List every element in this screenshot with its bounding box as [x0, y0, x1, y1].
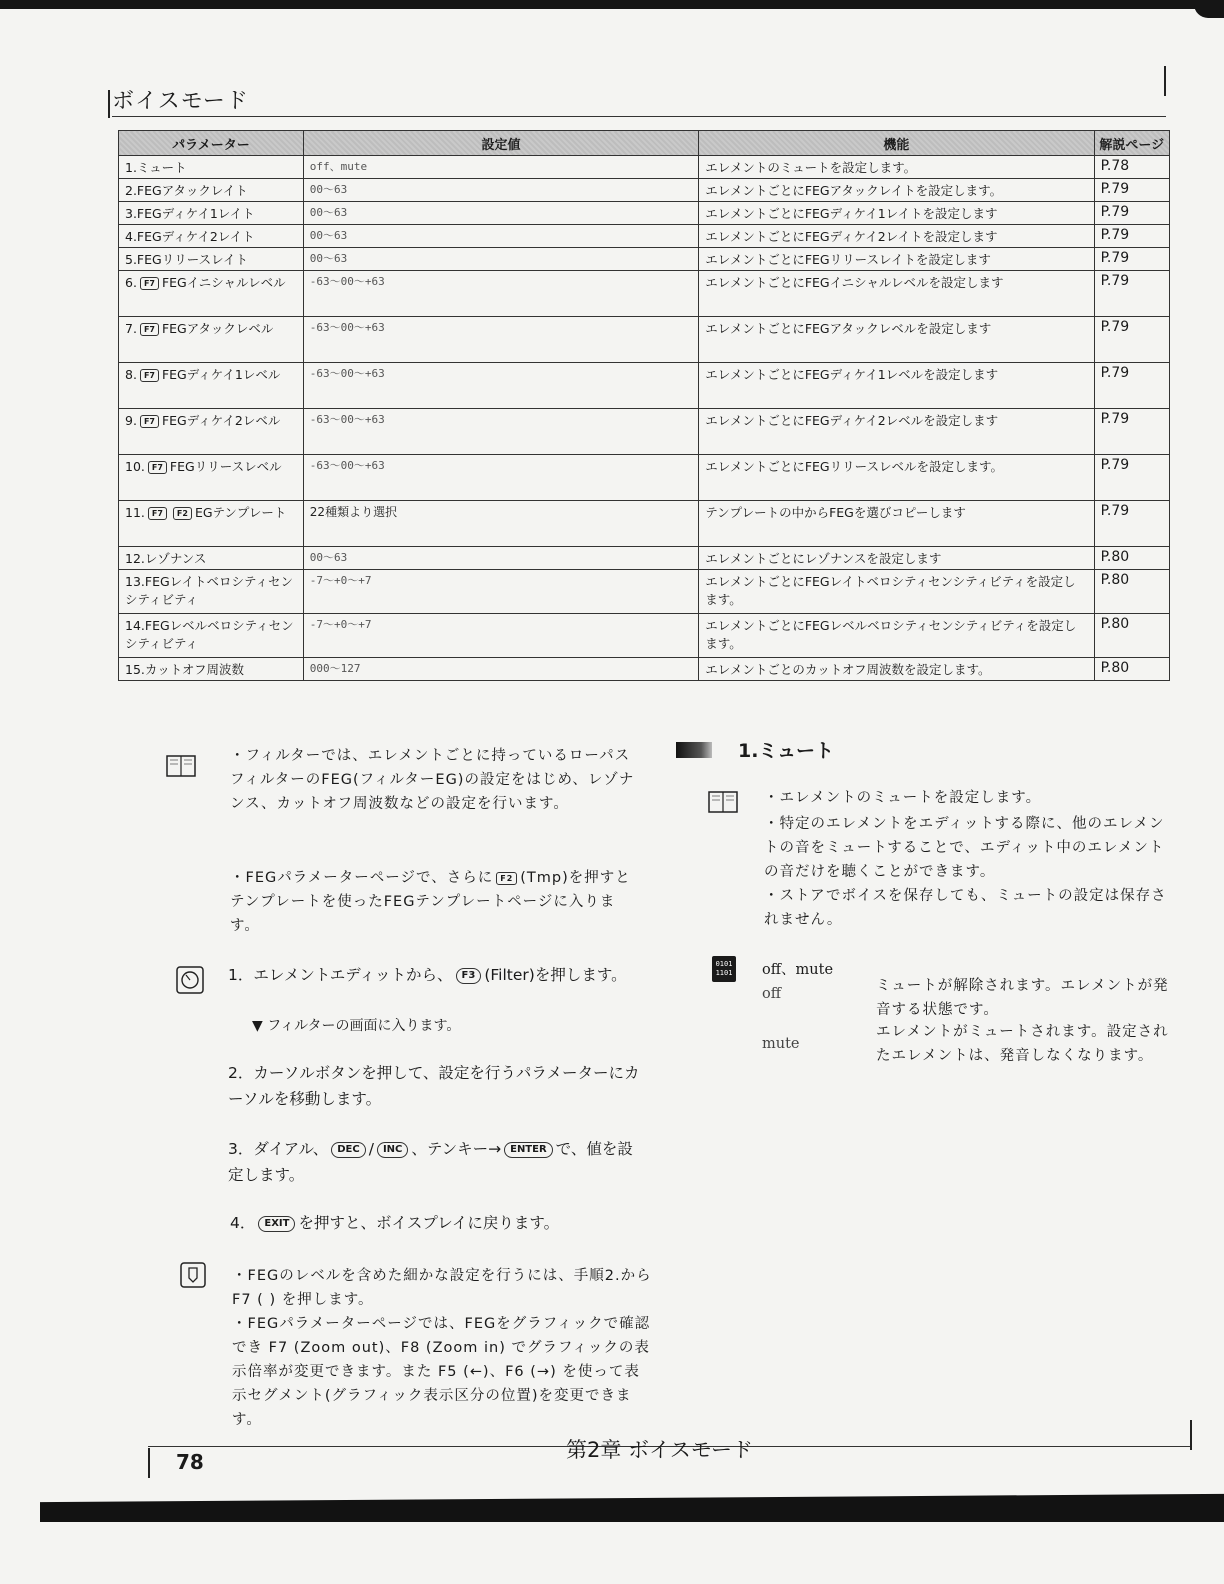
param-cell	[119, 501, 304, 547]
value-cell: 00～63	[303, 179, 698, 202]
value-cell: -63～00～+63	[303, 317, 698, 363]
value-cell: -7～+0～+7	[303, 570, 698, 614]
book-icon	[708, 790, 738, 814]
step-1-text-b: (Filter)を押します。	[484, 966, 627, 984]
step-3-text-c: で、値を設定します。	[228, 1140, 633, 1184]
table-row	[119, 614, 1170, 658]
mute-description: エレメントがミュートされます。設定されたエレメントは、発音しなくなります。	[876, 1024, 1169, 1064]
step-4	[230, 1210, 650, 1236]
function-cell: エレメントのミュートを設定します。	[699, 156, 1094, 179]
section-title: 1.ミュート	[738, 740, 835, 762]
tip-2: ・FEGパラメーターページでは、FEGをグラフィックで確認でき F7 (Zoom out)、F8 (Zoom in) でグラフィックの表示倍率が変更できます。また F5 (←)、F6 (→) を使って表示セグメント(グラフィック表示区分の位置)を変更できます。	[232, 1316, 651, 1428]
hint-icon	[180, 1262, 206, 1288]
table-header-row	[119, 131, 1170, 156]
step-1-text-a: 1．エレメントエディットから、	[228, 966, 453, 984]
table-row	[119, 363, 1170, 409]
step-3-sep: /	[368, 1140, 374, 1158]
section-marker	[676, 742, 712, 758]
param-number: 6.	[125, 275, 137, 290]
page-title: ボイスモード	[112, 89, 249, 114]
value-cell: -63～00～+63	[303, 409, 698, 455]
setting-values-icon: 0101 1101	[712, 956, 736, 982]
enter-key-icon: ENTER	[504, 1142, 553, 1158]
template-note-text-a: ・FEGパラメーターページで、さらに	[230, 870, 494, 886]
function-cell: エレメントごとにFEGレベルベロシティセンシティビティを設定します。	[699, 614, 1094, 658]
param-number: 11.	[125, 505, 145, 520]
function-cell: エレメントごとのカットオフ周波数を設定します。	[699, 658, 1094, 681]
page-cell: P.79	[1094, 225, 1169, 248]
function-cell: エレメントごとにFEGディケイ2レイトを設定します	[699, 225, 1094, 248]
page-cell: P.78	[1094, 156, 1169, 179]
param-cell	[119, 455, 304, 501]
filter-overview-note: ・フィルターでは、エレメントごとに持っているローパスフィルターのFEG(フィルターEG)の設定をはじめ、レゾナンス、カットオフ周波数などの設定を行います。	[230, 748, 635, 812]
function-cell: エレメントごとにFEGディケイ1レベルを設定します	[699, 363, 1094, 409]
book-icon	[166, 754, 196, 778]
off-label: off	[762, 986, 782, 1002]
function-cell: エレメントごとにFEGリリースレイトを設定します	[699, 248, 1094, 271]
step-1	[228, 962, 648, 988]
param-number: 10.	[125, 459, 145, 474]
page-cell: P.80	[1094, 547, 1169, 570]
page-cell: P.79	[1094, 179, 1169, 202]
header-tick-right	[1164, 66, 1166, 96]
footer-tick-right	[1190, 1420, 1192, 1450]
param-label: FEGディケイ1レベル	[161, 367, 281, 382]
scan-corner	[1194, 0, 1224, 18]
param-cell	[119, 409, 304, 455]
step-3	[228, 1136, 648, 1188]
f7-key-icon: F7	[140, 277, 159, 290]
table-row	[119, 658, 1170, 681]
page-cell: P.79	[1094, 409, 1169, 455]
value-cell: 00～63	[303, 547, 698, 570]
col-header-function: 機能	[699, 131, 1094, 156]
param-cell	[119, 363, 304, 409]
page-cell: P.79	[1094, 317, 1169, 363]
param-cell: 3.FEGディケイ1レイト	[119, 202, 304, 225]
tip-1: ・FEGのレベルを含めた細かな設定を行うには、手順2.から F7 ( ) を押します。	[232, 1268, 652, 1308]
page-cell: P.79	[1094, 248, 1169, 271]
values-label: off、mute	[762, 962, 834, 978]
param-number: 7.	[125, 321, 137, 336]
param-number: 9.	[125, 413, 137, 428]
table-row	[119, 156, 1170, 179]
col-header-value: 設定値	[303, 131, 698, 156]
param-cell: 5.FEGリリースレイト	[119, 248, 304, 271]
param-cell: 13.FEGレイトベロシティセンシティビティ	[119, 570, 304, 614]
function-cell: エレメントごとにFEGアタックレイトを設定します。	[699, 179, 1094, 202]
value-cell: -63～00～+63	[303, 271, 698, 317]
value-cell: 22種類より選択	[303, 501, 698, 547]
param-label: FEGイニシャルレベル	[161, 275, 286, 290]
param-cell: 1.ミュート	[119, 156, 304, 179]
chapter-title: 第2章 ボイスモード	[566, 1438, 753, 1462]
header-tick	[108, 90, 110, 118]
param-label: EGテンプレート	[194, 505, 287, 520]
value-cell: -63～00～+63	[303, 363, 698, 409]
template-note	[230, 866, 640, 938]
value-cell: off、mute	[303, 156, 698, 179]
param-cell: 2.FEGアタックレイト	[119, 179, 304, 202]
step-3-text-a: 3．ダイアル、	[228, 1140, 329, 1158]
param-label: FEGアタックレベル	[161, 321, 274, 336]
f2-key-icon: F2	[173, 507, 192, 520]
f7-key-icon: F7	[140, 323, 159, 336]
parameter-table	[118, 130, 1170, 681]
step-4-text-b: を押すと、ボイスプレイに戻ります。	[298, 1214, 560, 1232]
footer-tick	[148, 1448, 150, 1478]
col-header-page: 解説ページ	[1094, 131, 1169, 156]
value-cell: -63～00～+63	[303, 455, 698, 501]
function-cell: エレメントごとにFEGイニシャルレベルを設定します	[699, 271, 1094, 317]
function-cell: エレメントごとにレゾナンスを設定します	[699, 547, 1094, 570]
page-cell: P.80	[1094, 614, 1169, 658]
step-2: 2．カーソルボタンを押して、設定を行うパラメーターにカーソルを移動します。	[228, 1064, 640, 1108]
table-row	[119, 409, 1170, 455]
param-cell	[119, 271, 304, 317]
f7-key-icon: F7	[148, 461, 167, 474]
table-row	[119, 570, 1170, 614]
function-cell: テンプレートの中からFEGを選びコピーします	[699, 501, 1094, 547]
value-cell: 000～127	[303, 658, 698, 681]
param-cell: 15.カットオフ周波数	[119, 658, 304, 681]
function-cell: エレメントごとにFEGアタックレベルを設定します	[699, 317, 1094, 363]
table-row	[119, 317, 1170, 363]
value-cell: -7～+0～+7	[303, 614, 698, 658]
f2-key-icon: F2	[496, 872, 517, 885]
param-cell: 14.FEGレベルベロシティセンシティビティ	[119, 614, 304, 658]
page-cell: P.79	[1094, 363, 1169, 409]
value-cell: 00～63	[303, 225, 698, 248]
param-cell	[119, 317, 304, 363]
dec-key-icon: DEC	[331, 1142, 365, 1158]
table-row	[119, 225, 1170, 248]
header-rule	[112, 116, 1166, 117]
page-cell: P.79	[1094, 501, 1169, 547]
page-cell: P.80	[1094, 570, 1169, 614]
param-number: 8.	[125, 367, 137, 382]
f7-key-icon: F7	[140, 415, 159, 428]
off-description: ミュートが解除されます。エレメントが発音する状態です。	[876, 978, 1169, 1018]
param-cell: 12.レゾナンス	[119, 547, 304, 570]
param-cell: 4.FEGディケイ2レイト	[119, 225, 304, 248]
scan-top-edge	[0, 0, 1224, 9]
dial-icon	[176, 966, 204, 994]
page-cell: P.80	[1094, 658, 1169, 681]
scan-bottom-margin	[0, 1522, 1224, 1584]
param-label: FEGディケイ2レベル	[161, 413, 281, 428]
f3-key-icon: F3	[456, 968, 482, 984]
table-row	[119, 248, 1170, 271]
mute-note-2: ・特定のエレメントをエディットする際に、他のエレメントの音をミュートすることで、エディット中のエレメントの音だけを聴くことができます。	[764, 816, 1165, 880]
page-cell: P.79	[1094, 455, 1169, 501]
mute-note-1: ・エレメントのミュートを設定します。	[764, 790, 1042, 806]
table-row	[119, 202, 1170, 225]
exit-key-icon: EXIT	[258, 1216, 295, 1232]
function-cell: エレメントごとにFEGリリースレベルを設定します。	[699, 455, 1094, 501]
inc-key-icon: INC	[377, 1142, 408, 1158]
step-4-text-a: 4．	[230, 1214, 256, 1232]
step-1-result: ▼ フィルターの画面に入ります。	[252, 1018, 461, 1034]
value-cell: 00～63	[303, 248, 698, 271]
function-cell: エレメントごとにFEGディケイ1レイトを設定します	[699, 202, 1094, 225]
table-row	[119, 179, 1170, 202]
mute-note-3: ・ストアでボイスを保存しても、ミュートの設定は保存されません。	[764, 888, 1167, 928]
function-cell: エレメントごとにFEGディケイ2レベルを設定します	[699, 409, 1094, 455]
page-cell: P.79	[1094, 271, 1169, 317]
col-header-parameter: パラメーター	[119, 131, 304, 156]
param-label: FEGリリースレベル	[169, 459, 282, 474]
page-cell: P.79	[1094, 202, 1169, 225]
page-number: 78	[176, 1450, 204, 1474]
f7-key-icon: F7	[148, 507, 167, 520]
f7-key-icon: F7	[140, 369, 159, 382]
mute-label: mute	[762, 1036, 800, 1052]
function-cell: エレメントごとにFEGレイトベロシティセンシティビティを設定します。	[699, 570, 1094, 614]
step-3-text-b: 、テンキー→	[411, 1140, 502, 1158]
value-cell: 00～63	[303, 202, 698, 225]
table-row	[119, 547, 1170, 570]
table-row	[119, 455, 1170, 501]
table-row	[119, 271, 1170, 317]
table-row	[119, 501, 1170, 547]
template-note-text-b: (Tmp)を押すとテンプレートを使ったFEGテンプレートページに入ります。	[230, 870, 631, 934]
